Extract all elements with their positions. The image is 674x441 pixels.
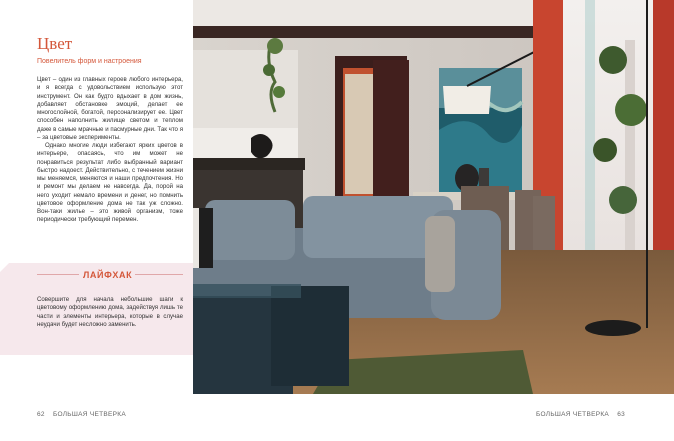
tip-text: Совершите для начала небольшие шаги к цветовому оформлению дома, задействуя лишь те части и элементы интерьера, которые в случае неудачи будет несложно заменить. — [37, 296, 183, 328]
running-title-left: БОЛЬШАЯ ЧЕТВЕРКА — [52, 411, 127, 418]
footer-left — [37, 411, 126, 418]
body-text — [37, 76, 183, 225]
tip-title: ЛАЙФХАК — [83, 270, 133, 280]
tip-box-notch — [0, 263, 9, 272]
body-paragraph: Цвет – один из главных героев любого интерьера, и я всегда с удовольствием использую этот инструмент. Он как будто вдыхает в дом жизнь, добавляет обстановке эмоций, делает ее многослойной, богатой, персонализирует ее. Цвет способен наполнить жилище светом и теплом даже в самые мрачные и пасмурные дни. Так что я – за цветовые эксперименты. — [37, 76, 183, 141]
body-paragraph: Однако многие люди избегают ярких цветов в интерьере, опасаясь, что им может не понравиться результат либо выбранный вариант быстро надоест. Действительно, с течением жизни мы меняемся, меняются и наши предпочтения. Но и ремонт мы делаем не навсегда. Да, порой на него уходит немало времени и денег, но помнить цветовое оформление дома не так уж сложно. Вон-таки жилье – это живой организм, тоже периодически требующий перемен. — [37, 142, 183, 224]
page-number-left: 62 — [37, 411, 45, 418]
chapter-subtitle: Повелитель форм и настроения — [37, 58, 142, 65]
tip-rule-right — [135, 274, 183, 275]
interior-photo — [193, 0, 674, 394]
left-page — [0, 0, 193, 441]
running-title-right: БОЛЬШАЯ ЧЕТВЕРКА — [536, 411, 610, 418]
tip-rule-left — [37, 274, 79, 275]
chapter-title: Цвет — [37, 34, 73, 53]
page-number-right: 63 — [617, 411, 626, 418]
footer-right — [536, 411, 625, 418]
